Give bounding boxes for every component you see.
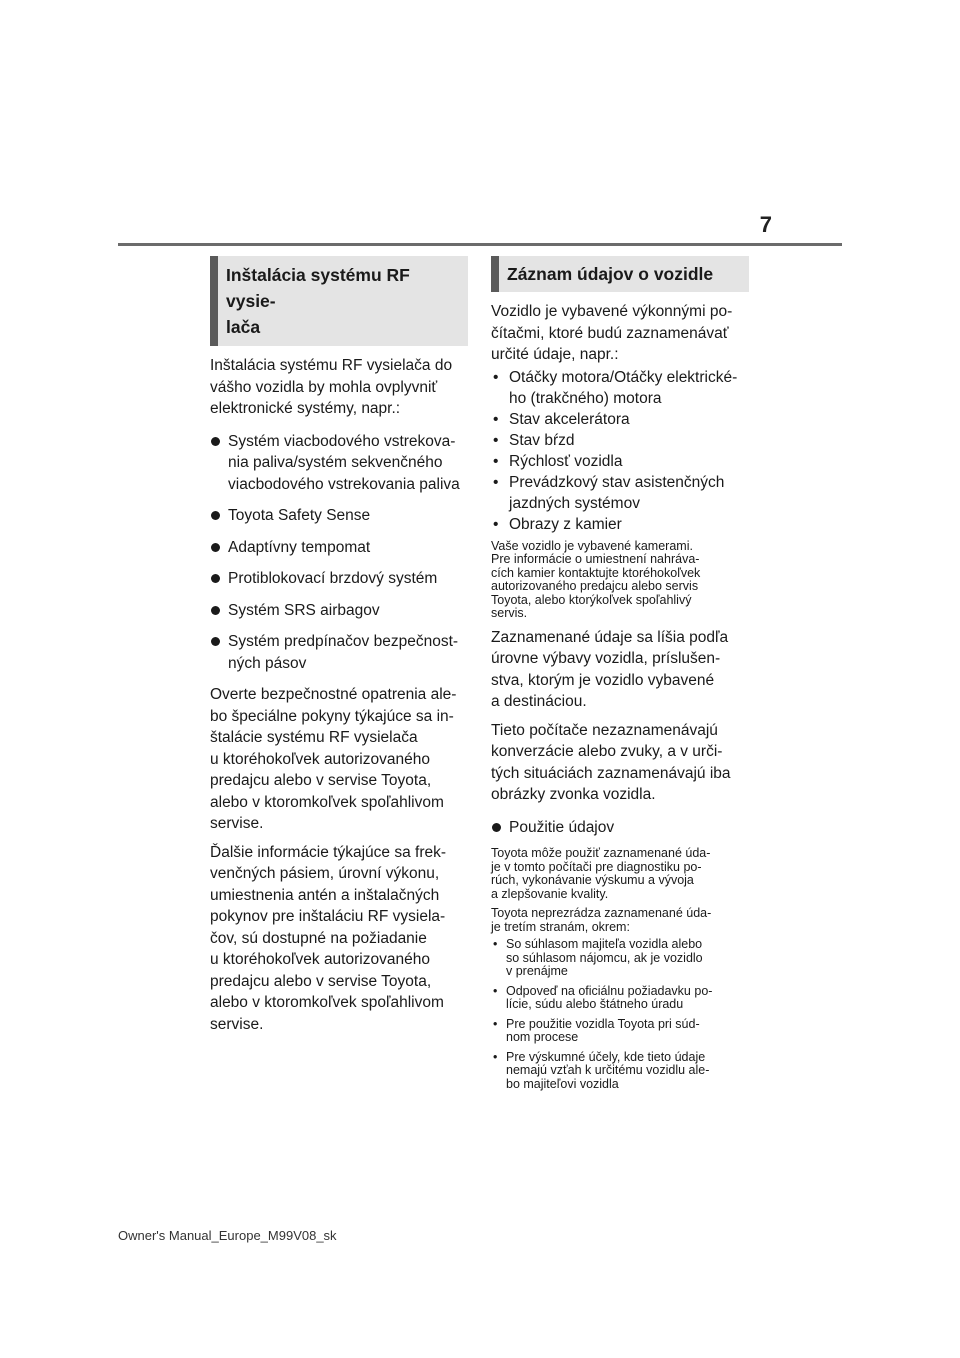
text-line: Toyota, alebo ktorýkoľvek spoľahlivý (491, 592, 692, 607)
left-column (210, 256, 468, 1035)
bullet-mark-icon: • (493, 983, 498, 998)
bullet-mark-icon: • (493, 515, 499, 533)
text-line: elektronické systémy, napr.: (210, 400, 401, 417)
text-line: Toyota môže použiť zaznamenané úda- (491, 846, 711, 860)
text-line: bo špeciálne pokyny týkajúce sa in- (210, 707, 454, 725)
camera-note (491, 540, 749, 621)
variation-paragraph (491, 627, 749, 713)
bullet-mark-icon: • (493, 1016, 498, 1031)
text-line: nemajú vzťah k určitému vozidlu ale- (506, 1063, 710, 1077)
list-item (210, 631, 468, 674)
bullet-mark-icon: • (493, 431, 499, 449)
text-line: predajcu alebo v servise Toyota, (210, 772, 432, 789)
text-line: Toyota neprezrádza zaznamenané úda- (491, 906, 712, 920)
bullet-mark-icon: • (493, 452, 499, 470)
list-item (491, 409, 749, 430)
text-line: Vaše vozidlo je vybavené kamerami. (491, 538, 693, 553)
info-paragraph (210, 842, 468, 1036)
list-item (210, 505, 468, 527)
bullet-dot-icon (211, 543, 220, 552)
text-line: Otáčky motora/Otáčky elektrické- (509, 368, 738, 386)
text-line: Odpoveď na oficiálnu požiadavku po- (506, 983, 713, 998)
text-line: úrovne výbavy vozidla, príslušen- (491, 650, 721, 667)
text-line: rúch, vykonávanie výskumu a vývoja (491, 873, 694, 887)
text-line: Stav akcelerátora (509, 410, 630, 428)
text-line: pokynov pre inštaláciu RF vysiela- (210, 908, 446, 925)
text-line: Systém predpínačov bezpečnost- (228, 633, 459, 650)
text-line: servise. (210, 815, 264, 832)
header-line: Inštalácia systému RF vysie- (226, 265, 410, 311)
text-line: Overte bezpečnostné opatrenia ale- (210, 686, 457, 703)
bullet-mark-icon: • (493, 1049, 498, 1064)
text-line: Inštalácia systému RF vysielača do (210, 357, 453, 374)
text-line: nia paliva/systém sekvenčného (228, 454, 443, 471)
section-header-rf-installation (210, 256, 468, 346)
text-line: venčných pásiem, úrovní výkonu, (210, 865, 440, 882)
text-line: Obrazy z kamier (509, 515, 622, 533)
disclosure-paragraph (491, 907, 749, 934)
text-line: Pre použitie vozidla Toyota pri súd- (506, 1016, 700, 1031)
bullet-dot-icon (211, 574, 220, 583)
text-line: tých situáciách zaznamenávajú iba (491, 764, 731, 782)
usage-paragraph (491, 847, 749, 901)
text-line: a destináciou. (491, 693, 587, 710)
bullet-dot-icon (211, 437, 220, 446)
text-line: cích kamier kontaktujte ktoréhokoľvek (491, 565, 701, 580)
text-line: umiestnenia antén a inštalačných (210, 886, 440, 904)
text-line: servis. (491, 606, 528, 620)
text-line: obrázky zvonka vozidla. (491, 786, 656, 803)
text-line: So súhlasom majiteľa vozidla alebo (506, 937, 703, 951)
text-line: lície, súdu alebo štátneho úradu (506, 997, 684, 1011)
text-line: Vozidlo je vybavené výkonnými po- (491, 303, 733, 320)
text-line: štalácie systému RF vysielača (210, 729, 418, 746)
text-line: čítačmi, ktoré budú zaznamenávať (491, 324, 729, 342)
text-line: Adaptívny tempomat (228, 538, 371, 556)
usage-heading (491, 817, 749, 839)
text-line: jazdných systémov (509, 494, 640, 512)
list-item (491, 451, 749, 472)
bullet-mark-icon: • (493, 410, 499, 428)
list-item (491, 472, 749, 514)
text-line: v prenájme (506, 964, 568, 978)
list-item (491, 1051, 749, 1092)
text-line: Toyota Safety Sense (228, 507, 371, 524)
list-item (491, 938, 749, 979)
text-line: Rýchlosť vozidla (509, 452, 623, 470)
text-line: autorizovaného predajcu alebo servis (491, 579, 699, 593)
text-line: u ktoréhokoľvek autorizovaného (210, 951, 430, 968)
header-line: lača (226, 317, 261, 337)
recorded-data-list (491, 367, 749, 535)
text-line: čov, sú dostupné na požiadanie (210, 929, 427, 947)
list-item (210, 568, 468, 590)
text-line: bo majiteľovi vozidla (506, 1076, 619, 1091)
intro-paragraph (210, 355, 468, 420)
text-line: vášho vozidla by mohla ovplyvniť (210, 378, 438, 396)
header-line: Záznam údajov o vozidle (507, 264, 714, 284)
text-line: u ktoréhokoľvek autorizovaného (210, 750, 430, 768)
text-line: Zaznamenané údaje sa líšia podľa (491, 628, 729, 646)
text-line: Prevádzkový stav asistenčných (509, 473, 725, 491)
text-line: je tretím stranám, okrem: (491, 919, 630, 934)
text-line: je v tomto počítači pre diagnostiku po- (491, 859, 702, 874)
text-line: Pre výskumné účely, kde tieto údaje (506, 1049, 706, 1064)
list-item (491, 367, 749, 409)
page-footer: Owner's Manual_Europe_M99V08_sk (118, 1228, 337, 1243)
list-item (491, 1018, 749, 1045)
text-line: viacbodového vstrekovania paliva (228, 475, 460, 493)
list-item (491, 430, 749, 451)
text-line: so súhlasom nájomcu, ak je vozidlo (506, 950, 703, 965)
list-item (491, 514, 749, 535)
text-line: Ďalšie informácie týkajúce sa frek- (210, 843, 447, 861)
text-line: servise. (210, 1015, 264, 1033)
text-line: určité údaje, napr.: (491, 346, 619, 363)
bullet-dot-icon (211, 637, 220, 646)
text-line: predajcu alebo v servise Toyota, (210, 972, 432, 990)
section-header-data-recording (491, 256, 749, 292)
list-item (210, 600, 468, 622)
text-line: a zlepšovanie kvality. (491, 886, 609, 901)
text-line: Protiblokovací brzdový systém (228, 570, 438, 587)
text-line: nom procese (506, 1030, 579, 1044)
text-line: ných pásov (228, 654, 307, 672)
bullet-dot-icon (211, 511, 220, 520)
text-line: Použitie údajov (509, 818, 615, 836)
no-audio-paragraph (491, 720, 749, 806)
safety-paragraph (210, 684, 468, 835)
list-item (210, 431, 468, 496)
text-line: Systém viacbodového vstrekova- (228, 432, 456, 450)
list-item (491, 985, 749, 1012)
text-line: konverzácie alebo zvuky, a v urči- (491, 743, 723, 760)
text-line: ho (trakčného) motora (509, 389, 662, 407)
bullet-mark-icon: • (493, 368, 499, 386)
right-column (491, 256, 749, 1097)
text-line: Tieto počítače nezaznamenávajú (491, 721, 718, 739)
bullet-mark-icon: • (493, 473, 499, 491)
text-line: Stav bŕzd (509, 431, 575, 449)
page-number: 7 (759, 212, 772, 237)
text-line: Pre informácie o umiestnení nahráva- (491, 552, 700, 566)
bullet-dot-icon (211, 606, 220, 615)
list-item (210, 537, 468, 559)
text-line: stva, ktorým je vozidlo vybavené (491, 671, 715, 689)
bullet-dot-icon (492, 823, 501, 832)
header-rule (118, 243, 842, 246)
text-line: alebo v ktoromkoľvek spoľahlivom (210, 793, 444, 811)
bullet-mark-icon: • (493, 937, 498, 951)
text-line: alebo v ktoromkoľvek spoľahlivom (210, 994, 444, 1011)
text-line: Systém SRS airbagov (228, 601, 380, 619)
intro-paragraph (491, 301, 749, 366)
